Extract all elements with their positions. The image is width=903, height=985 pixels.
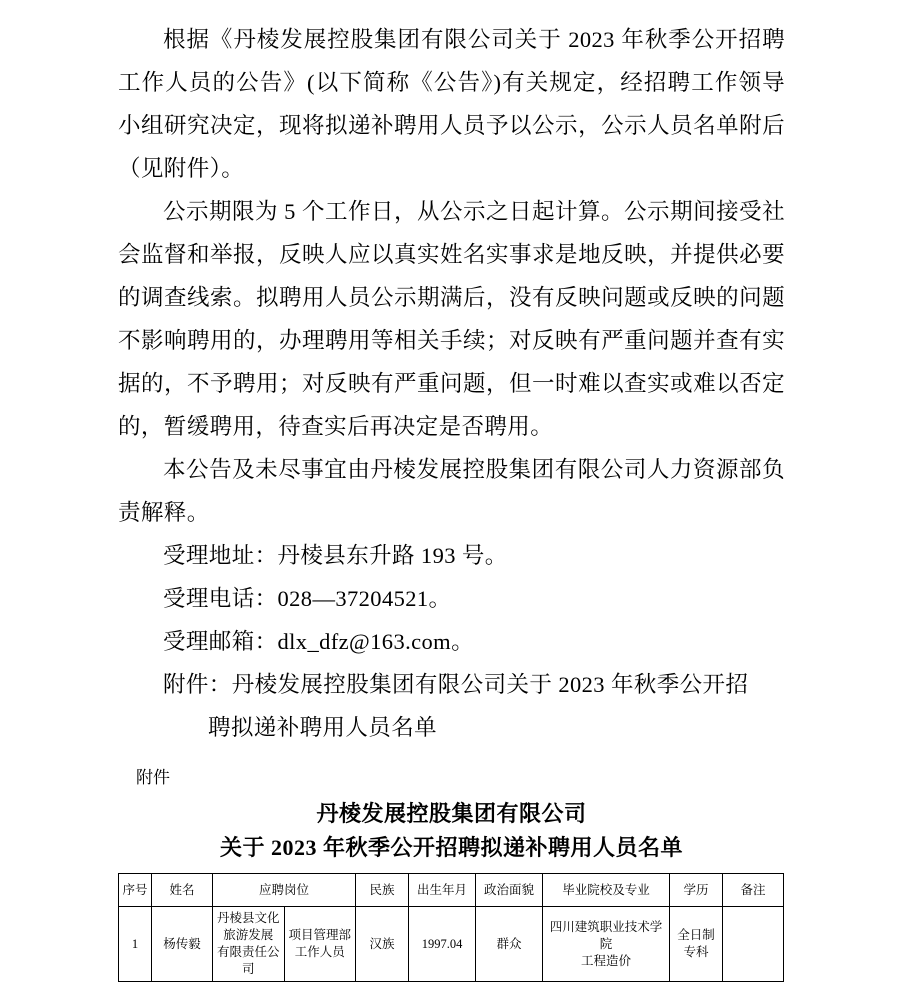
cell-education bbox=[670, 907, 723, 982]
table-title-line-1: 丹棱发展控股集团有限公司 bbox=[316, 801, 587, 826]
column-header-position: 应聘岗位 bbox=[213, 874, 356, 907]
cell-employer-line-2: 有限责任公司 bbox=[216, 945, 280, 976]
attachment-reference-line-1: 附件：丹棱发展控股集团有限公司关于 2023 年秋季公开招 bbox=[163, 672, 749, 697]
column-header-index: 序号 bbox=[119, 874, 152, 907]
roster-table bbox=[118, 873, 784, 982]
cell-political: 群众 bbox=[476, 907, 543, 982]
table-title-line-2: 关于 2023 年秋季公开招聘拟递补聘用人员名单 bbox=[219, 835, 683, 860]
table-header-row bbox=[119, 874, 784, 907]
cell-position: 项目管理部工作人员 bbox=[284, 907, 356, 982]
paragraph-2: 公示期限为 5 个工作日，从公示之日起计算。公示期间接受社会监督和举报，反映人应以真实姓名实事求是地反映，并提供必要的调查线索。拟聘用人员公示期满后，没有反映问题或反映的问题不影响聘用的，办理聘用等相关手续；对反映有严重问题并查有实据的，不予聘用；对反映有严重问题，但一时难以查实或难以否定的，暂缓聘用，待查实后再决定是否聘用。 bbox=[118, 199, 785, 439]
paragraph-1: 根据《丹棱发展控股集团有限公司关于 2023 年秋季公开招聘工作人员的公告》(以下简称《公告》)有关规定，经招聘工作领导小组研究决定，现将拟递补聘用人员予以公示，公示人员名单附后（见附件）。 bbox=[118, 27, 785, 181]
cell-birth: 1997.04 bbox=[409, 907, 476, 982]
cell-ethnicity: 汉族 bbox=[356, 907, 409, 982]
cell-name: 杨传毅 bbox=[152, 907, 213, 982]
column-header-remark: 备注 bbox=[723, 874, 784, 907]
column-header-birth: 出生年月 bbox=[409, 874, 476, 907]
column-header-name: 姓名 bbox=[152, 874, 213, 907]
cell-education-line-1: 全日制 bbox=[677, 928, 715, 942]
cell-school bbox=[543, 907, 670, 982]
cell-school-line-2: 工程造价 bbox=[580, 953, 631, 968]
contact-address: 受理地址：丹棱县东升路 193 号。 bbox=[163, 543, 508, 568]
column-header-ethnicity: 民族 bbox=[356, 874, 409, 907]
contact-email: 受理邮箱：dlx_dfz@163.com。 bbox=[163, 629, 474, 654]
contact-phone: 受理电话：028—37204521。 bbox=[163, 586, 452, 611]
table-row bbox=[119, 907, 784, 982]
attachment-reference-line-2: 聘拟递补聘用人员名单 bbox=[208, 715, 438, 740]
attachment-label: 附件 bbox=[136, 768, 170, 787]
column-header-school: 毕业院校及专业 bbox=[543, 874, 670, 907]
cell-remark bbox=[723, 907, 784, 982]
cell-education-line-2: 专科 bbox=[683, 945, 709, 959]
column-header-education: 学历 bbox=[670, 874, 723, 907]
cell-school-line-1: 四川建筑职业技术学院 bbox=[549, 919, 663, 951]
cell-employer bbox=[213, 907, 285, 982]
cell-employer-line-1: 丹棱县文化旅游发展 bbox=[216, 911, 280, 942]
cell-index: 1 bbox=[119, 907, 152, 982]
paragraph-3: 本公告及未尽事宜由丹棱发展控股集团有限公司人力资源部负责解释。 bbox=[118, 457, 785, 525]
column-header-political: 政治面貌 bbox=[476, 874, 543, 907]
